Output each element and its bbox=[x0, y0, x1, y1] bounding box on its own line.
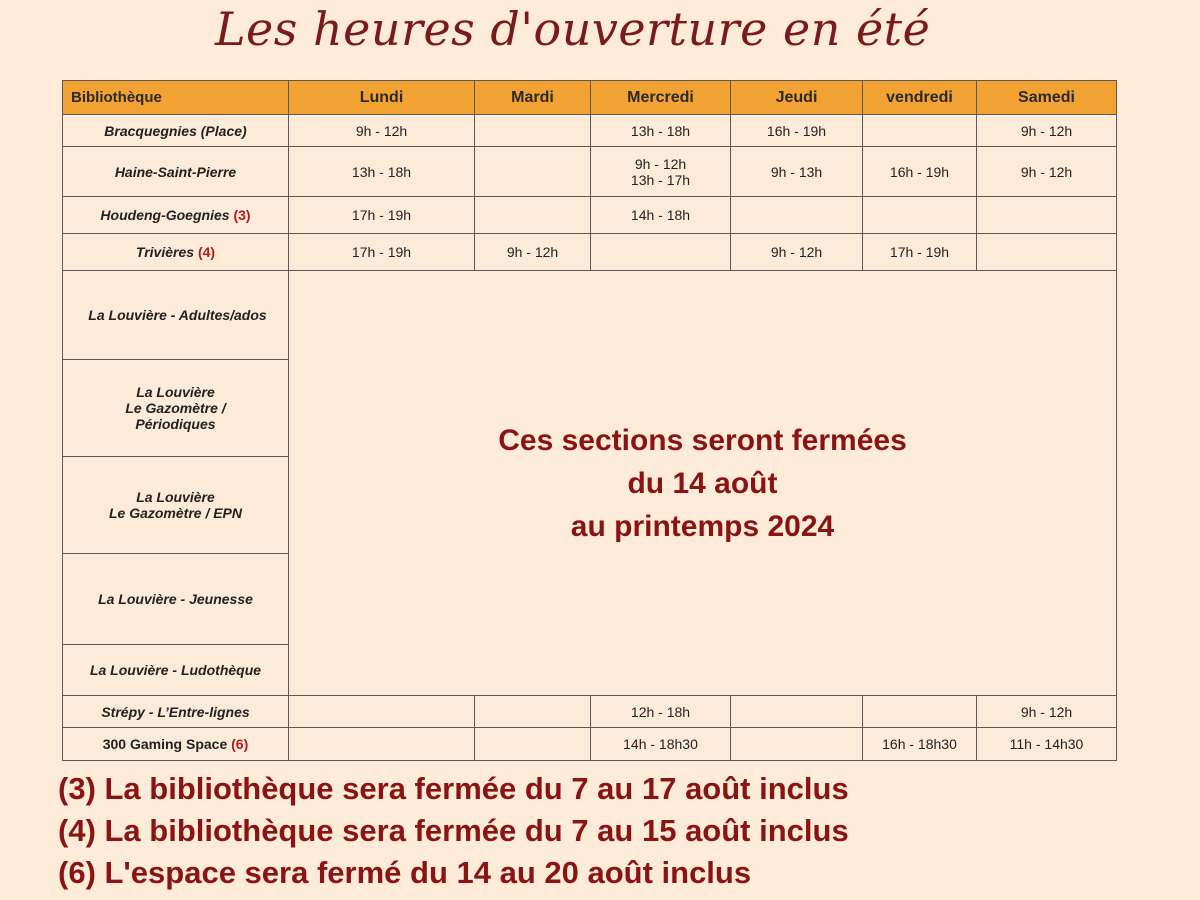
column-header-tuesday: Mardi bbox=[475, 81, 591, 115]
column-header-library: Bibliothèque bbox=[63, 81, 289, 115]
hours-cell: 14h - 18h30 bbox=[591, 728, 731, 761]
hours-cell: 14h - 18h bbox=[591, 197, 731, 234]
table-row bbox=[63, 197, 1117, 234]
table-row bbox=[63, 115, 1117, 147]
column-header-friday: vendredi bbox=[863, 81, 977, 115]
hours-cell bbox=[475, 197, 591, 234]
hours-cell: 11h - 14h30 bbox=[977, 728, 1117, 761]
library-name: La Louvière - Ludothèque bbox=[63, 645, 289, 696]
opening-hours-table bbox=[62, 80, 1117, 761]
footnote-ref: (6) bbox=[231, 736, 249, 752]
hours-cell: 9h - 12h bbox=[977, 147, 1117, 197]
hours-cell: 9h - 12h bbox=[731, 234, 863, 271]
hours-cell: 17h - 19h bbox=[289, 234, 475, 271]
hours-cell bbox=[591, 147, 731, 197]
column-header-wednesday: Mercredi bbox=[591, 81, 731, 115]
hours-cell: 16h - 19h bbox=[863, 147, 977, 197]
closed-sections-message: Ces sections seront fermées du 14 août au printemps 2024 bbox=[289, 271, 1117, 696]
hours-cell bbox=[289, 728, 475, 761]
footnote-6: (6) L'espace sera fermé du 14 au 20 août inclus bbox=[58, 855, 752, 890]
hours-line: 9h - 12h bbox=[634, 155, 687, 172]
library-name: La Louvière - Adultes/ados bbox=[63, 271, 289, 360]
hours-cell: 12h - 18h bbox=[591, 696, 731, 728]
hours-cell: 13h - 18h bbox=[591, 115, 731, 147]
hours-line: 13h - 17h bbox=[630, 171, 691, 188]
hours-cell: 9h - 13h bbox=[731, 147, 863, 197]
library-name: La Louvière - Jeunesse bbox=[63, 554, 289, 645]
hours-cell bbox=[591, 234, 731, 271]
hours-cell: 17h - 19h bbox=[863, 234, 977, 271]
hours-cell bbox=[475, 115, 591, 147]
page-title: Les heures d'ouverture en été bbox=[215, 2, 931, 56]
hours-cell: 16h - 18h30 bbox=[863, 728, 977, 761]
footnote-4: (4) La bibliothèque sera fermée du 7 au 15 août inclus bbox=[58, 813, 849, 848]
column-header-monday: Lundi bbox=[289, 81, 475, 115]
footnote-3: (3) La bibliothèque sera fermée du 7 au 17 août inclus bbox=[58, 771, 849, 806]
table-row bbox=[63, 271, 1117, 360]
hours-cell bbox=[731, 728, 863, 761]
hours-cell bbox=[863, 696, 977, 728]
header-row bbox=[63, 81, 1117, 115]
hours-cell bbox=[731, 696, 863, 728]
footnotes bbox=[58, 768, 849, 894]
footnote-ref: (3) bbox=[233, 207, 251, 223]
column-header-thursday: Jeudi bbox=[731, 81, 863, 115]
hours-cell bbox=[475, 728, 591, 761]
hours-cell bbox=[475, 147, 591, 197]
table-row bbox=[63, 147, 1117, 197]
hours-cell: 9h - 12h bbox=[475, 234, 591, 271]
hours-cell: 17h - 19h bbox=[289, 197, 475, 234]
hours-cell bbox=[475, 696, 591, 728]
library-name: Haine-Saint-Pierre bbox=[63, 147, 289, 197]
library-name: La Louvière Le Gazomètre / Périodiques bbox=[63, 360, 289, 457]
footnote-ref: (4) bbox=[197, 244, 216, 260]
hours-cell bbox=[977, 234, 1117, 271]
library-name: La Louvière Le Gazomètre / EPN bbox=[63, 457, 289, 554]
hours-cell: 16h - 19h bbox=[731, 115, 863, 147]
hours-cell bbox=[863, 115, 977, 147]
table-row bbox=[63, 728, 1117, 761]
library-name: Bracquegnies (Place) bbox=[63, 115, 289, 147]
hours-cell bbox=[977, 197, 1117, 234]
hours-cell: 13h - 18h bbox=[289, 147, 475, 197]
library-name: 300 Gaming Space (6) bbox=[63, 728, 289, 761]
library-name: Strépy - L’Entre-lignes bbox=[63, 696, 289, 728]
hours-cell bbox=[289, 696, 475, 728]
hours-cell: 9h - 12h bbox=[977, 696, 1117, 728]
table-row bbox=[63, 696, 1117, 728]
hours-cell bbox=[731, 197, 863, 234]
hours-cell: 9h - 12h bbox=[289, 115, 475, 147]
column-header-saturday: Samedi bbox=[977, 81, 1117, 115]
library-name: Trivières (4) bbox=[63, 234, 289, 271]
library-name: Houdeng-Goegnies (3) bbox=[63, 197, 289, 234]
table-row bbox=[63, 234, 1117, 271]
hours-cell: 9h - 12h bbox=[977, 115, 1117, 147]
hours-cell bbox=[863, 197, 977, 234]
